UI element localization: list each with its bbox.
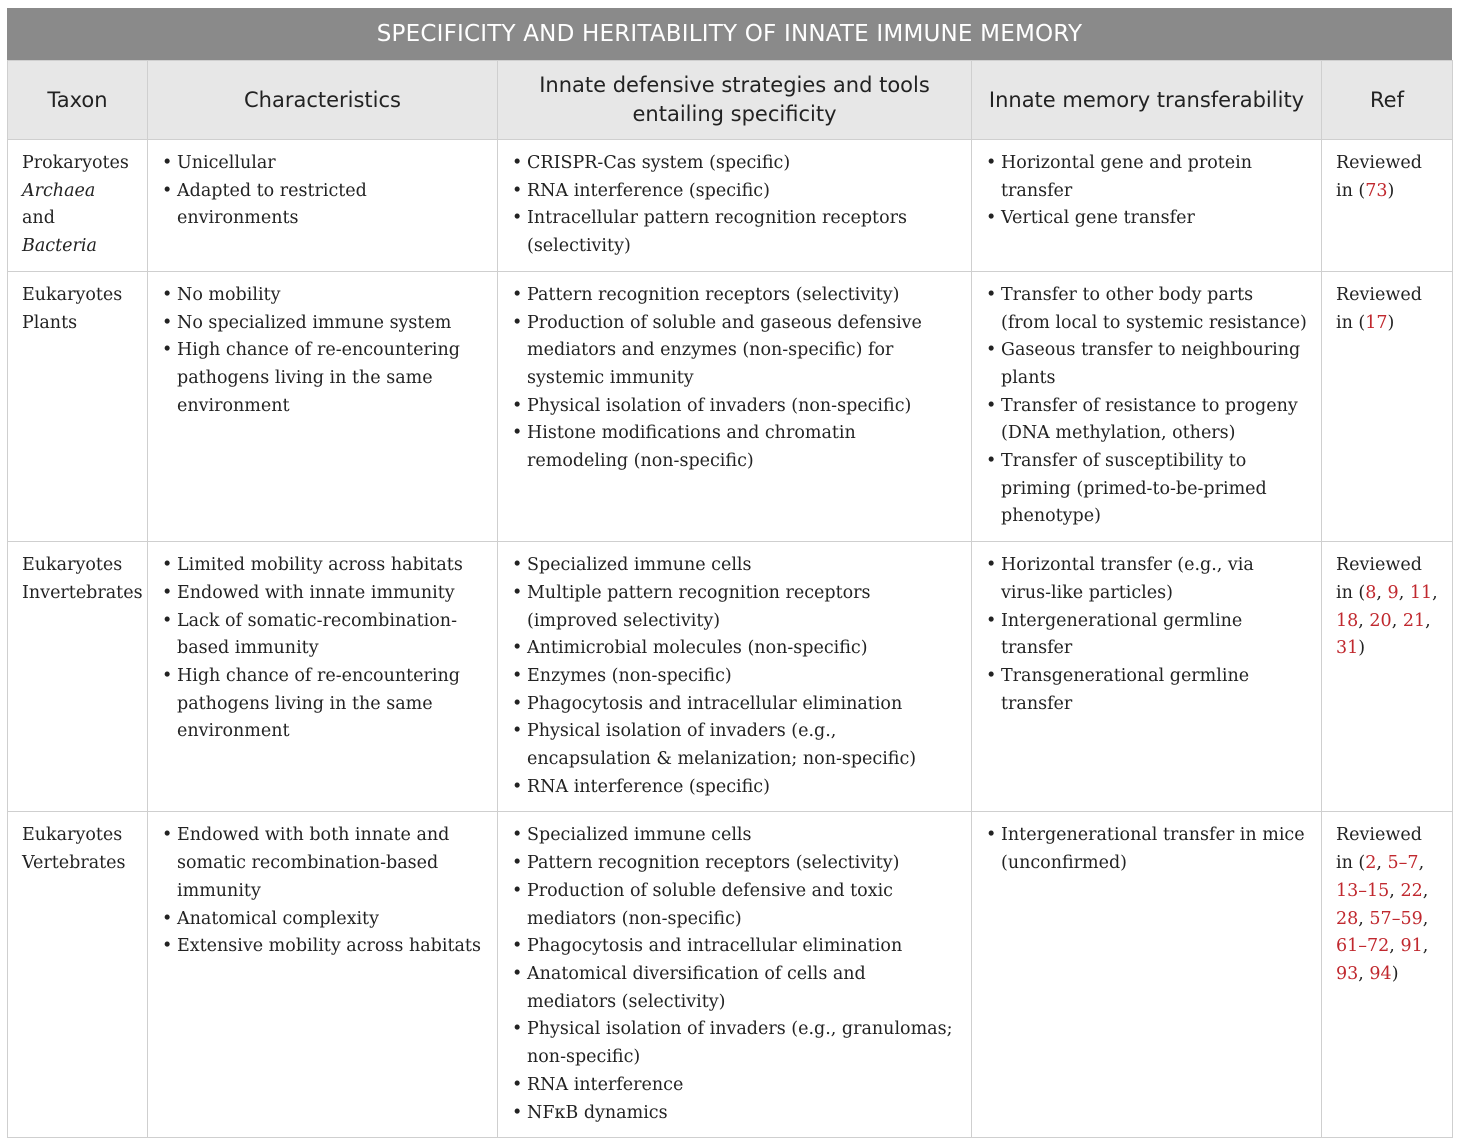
ref-link[interactable]: 73 <box>1365 180 1388 201</box>
ref-link[interactable]: 21 <box>1402 610 1426 631</box>
ref-link[interactable]: 8 <box>1365 582 1377 603</box>
list-item: • Adapted to restricted environments <box>162 178 483 233</box>
list-item: • RNA interference (specific) <box>512 178 957 206</box>
list-item: • Histone modifications and chromatin remodeling (non-specific) <box>512 420 957 475</box>
taxon-line: Plants <box>22 312 78 333</box>
ref-link[interactable]: 18 <box>1336 610 1359 631</box>
taxon-line: Invertebrates <box>22 582 143 603</box>
transferability-cell <box>972 812 1322 1138</box>
characteristics-cell <box>148 542 498 812</box>
list-item: • Specialized immune cells <box>512 552 957 580</box>
taxon-cell <box>8 542 148 812</box>
strategies-cell <box>498 271 972 541</box>
list-item: • No mobility <box>162 282 483 310</box>
list-item: • NFκB dynamics <box>512 1100 957 1128</box>
table-row <box>8 271 1453 541</box>
ref-link[interactable]: 17 <box>1365 312 1388 333</box>
taxon-cell <box>8 812 148 1138</box>
ref-link[interactable]: 93 <box>1336 963 1359 984</box>
ref-suffix: ) <box>1391 963 1399 984</box>
table-title: SPECIFICITY AND HERITABILITY OF INNATE IMMUNE MEMORY <box>7 8 1452 60</box>
header-taxon: Taxon <box>8 61 148 140</box>
list-item: • No specialized immune system <box>162 310 483 338</box>
ref-link[interactable]: 5–7 <box>1387 853 1419 874</box>
header-transferability: Innate memory transferability <box>972 61 1322 140</box>
taxon-italic: Bacteria <box>22 236 97 257</box>
ref-cell <box>1322 271 1453 541</box>
list-item: • Unicellular <box>162 150 483 178</box>
list-item: • Endowed with both innate and somatic recombination-based immunity <box>162 822 483 905</box>
list-item: • Extensive mobility across habitats <box>162 933 483 961</box>
list-item: • Phagocytosis and intracellular elimination <box>512 691 957 719</box>
list-item: • Horizontal transfer (e.g., via virus-like particles) <box>986 552 1307 607</box>
taxon-italic: Archaea <box>22 180 96 201</box>
list-item: • Gaseous transfer to neighbouring plants <box>986 337 1307 392</box>
transferability-cell <box>972 542 1322 812</box>
ref-prefix: Reviewed in ( <box>1336 153 1422 201</box>
list-item: • High chance of re-encountering pathogens living in the same environment <box>162 337 483 420</box>
transferability-cell <box>972 140 1322 272</box>
list-item: • Enzymes (non-specific) <box>512 663 957 691</box>
list-item: • CRISPR-Cas system (specific) <box>512 150 957 178</box>
list-item: • Production of soluble and gaseous defensive mediators and enzymes (non-specific) for systemic immunity <box>512 310 957 393</box>
list-item: • Pattern recognition receptors (selectivity) <box>512 282 957 310</box>
list-item: • Lack of somatic-recombination-based immunity <box>162 608 483 663</box>
ref-link[interactable]: 22 <box>1400 880 1423 901</box>
immune-memory-table <box>7 60 1453 1138</box>
table-row <box>8 542 1453 812</box>
list-item: • Transfer to other body parts (from local to systemic resistance) <box>986 282 1307 337</box>
ref-link[interactable]: 20 <box>1369 610 1392 631</box>
taxon-line <box>22 178 133 206</box>
characteristics-cell <box>148 140 498 272</box>
strategies-cell <box>498 812 972 1138</box>
table-row <box>8 812 1453 1138</box>
ref-link[interactable]: 11 <box>1409 582 1433 603</box>
list-item: • Endowed with innate immunity <box>162 580 483 608</box>
list-item: • Antimicrobial molecules (non-specific) <box>512 635 957 663</box>
strategies-cell <box>498 140 972 272</box>
header-strategies: Innate defensive strategies and tools entailing specificity <box>498 61 972 140</box>
ref-link[interactable]: 13–15 <box>1336 880 1390 901</box>
ref-cell <box>1322 140 1453 272</box>
header-ref: Ref <box>1322 61 1453 140</box>
list-item: • Limited mobility across habitats <box>162 552 483 580</box>
ref-cell: Reviewed in (2, 5–7, 13–15, 22, 28, 57–59, 61–72, 91, 93, 94) <box>1322 812 1453 1138</box>
list-item: • Pattern recognition receptors (selectivity) <box>512 850 957 878</box>
list-item: • Physical isolation of invaders (e.g., granulomas; non-specific) <box>512 1016 957 1071</box>
list-item: • Transfer of susceptibility to priming (primed-to-be-primed phenotype) <box>986 448 1307 531</box>
list-item: • Specialized immune cells <box>512 822 957 850</box>
ref-suffix: ) <box>1387 312 1395 333</box>
ref-suffix: ) <box>1387 180 1395 201</box>
ref-link[interactable]: 2 <box>1365 853 1377 874</box>
list-item: • High chance of re-encountering pathogens living in the same environment <box>162 663 483 746</box>
header-row <box>8 61 1453 140</box>
ref-link[interactable]: 57–59 <box>1369 908 1423 929</box>
ref-link[interactable]: 61–72 <box>1336 936 1390 957</box>
immune-memory-table-figure <box>7 8 1452 1138</box>
header-characteristics: Characteristics <box>148 61 498 140</box>
taxon-line: Vertebrates <box>22 853 126 874</box>
characteristics-cell <box>148 271 498 541</box>
ref-cell: Reviewed in (8, 9, 11, 18, 20, 21, 31) <box>1322 542 1453 812</box>
list-item: • RNA interference (specific) <box>512 774 957 802</box>
ref-link[interactable]: 94 <box>1369 963 1392 984</box>
list-item: • Intergenerational transfer in mice (unconfirmed) <box>986 822 1307 877</box>
ref-link[interactable]: 28 <box>1336 908 1359 929</box>
list-item: • Production of soluble defensive and toxic mediators (non-specific) <box>512 878 957 933</box>
taxon-line: and Bacteria <box>22 208 97 257</box>
list-item: • Physical isolation of invaders (non-specific) <box>512 393 957 421</box>
ref-link[interactable]: 91 <box>1400 936 1423 957</box>
table-row <box>8 140 1453 272</box>
taxon-line: Prokaryotes <box>22 153 129 173</box>
taxon-line: Eukaryotes <box>22 825 123 846</box>
list-item: • Multiple pattern recognition receptors (improved selectivity) <box>512 580 957 635</box>
strategies-cell <box>498 542 972 812</box>
ref-link[interactable]: 9 <box>1387 582 1399 603</box>
characteristics-cell <box>148 812 498 1138</box>
list-item: • Anatomical diversification of cells and mediators (selectivity) <box>512 961 957 1016</box>
taxon-cell <box>8 271 148 541</box>
taxon-cell <box>8 140 148 272</box>
list-item: • Transfer of resistance to progeny (DNA methylation, others) <box>986 393 1307 448</box>
taxon-line: Eukaryotes <box>22 555 123 576</box>
ref-link[interactable]: 31 <box>1336 638 1359 659</box>
transferability-cell <box>972 271 1322 541</box>
ref-prefix: Reviewed in ( <box>1336 284 1422 333</box>
list-item: • Horizontal gene and protein transfer <box>986 150 1307 205</box>
ref-prefix: Reviewed in ( <box>1336 555 1422 603</box>
list-item: • Transgenerational germline transfer <box>986 663 1307 718</box>
list-item: • Vertical gene transfer <box>986 205 1307 233</box>
ref-prefix: Reviewed in ( <box>1336 825 1422 874</box>
list-item: • Intergenerational germline transfer <box>986 608 1307 663</box>
list-item: • Intracellular pattern recognition receptors (selectivity) <box>512 205 957 260</box>
taxon-line: Eukaryotes <box>22 284 123 305</box>
list-item: • Anatomical complexity <box>162 906 483 934</box>
ref-suffix: ) <box>1358 638 1366 659</box>
list-item: • RNA interference <box>512 1072 957 1100</box>
list-item: • Phagocytosis and intracellular elimination <box>512 933 957 961</box>
list-item: • Physical isolation of invaders (e.g., encapsulation & melanization; non-specific) <box>512 718 957 773</box>
